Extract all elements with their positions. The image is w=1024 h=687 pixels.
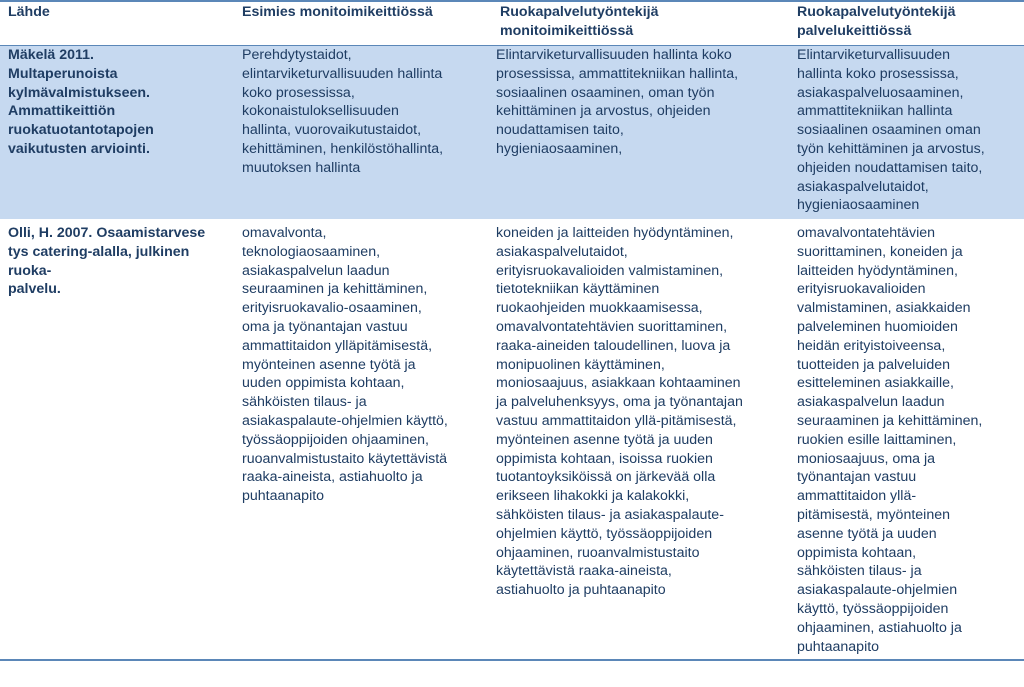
cell-text-line: erityisruokavalioiden valmistaminen, — [496, 262, 724, 279]
cell-text-line: ohjaaminen, ruoanvalmistustaito — [496, 544, 700, 561]
table-row — [0, 219, 1024, 661]
cell-text-line: sähköisten tilaus- ja — [797, 563, 922, 580]
cell-text-line: palveleminen huomioiden — [797, 318, 958, 335]
cell-text-line: elintarviketurvallisuuden hallinta — [242, 65, 443, 82]
cell-text-line: oppimista kohtaan, isoissa ruokien — [496, 450, 713, 467]
cell-text-line: palvelukeittiössä — [797, 22, 912, 39]
cell-text-line: suorittaminen, koneiden ja — [797, 243, 963, 260]
cell-text-line: seuraaminen ja kehittäminen, — [242, 281, 428, 298]
cell-text-line: vastuu ammattitaidon yllä-pitämisestä, — [496, 412, 737, 429]
cell-text-line: tuotantoyksiköissä on järkevää olla — [496, 469, 716, 486]
cell-text-line: erityisruokavalioiden — [797, 281, 926, 298]
cell-text-line: valmistaminen, asiakkaiden — [797, 300, 971, 317]
cell-text-line: koko prosessissa, — [242, 84, 355, 101]
cell-text-line: omavalvontatehtävien suorittaminen, — [496, 318, 728, 335]
cell-text-line: käytettävistä raaka-aineista, — [496, 563, 672, 580]
cell-text-line: ruoanvalmistustaito käytettävistä — [242, 450, 448, 467]
cell-text-line: ja palveluhenksyys, oma ja työnantajan — [496, 394, 743, 411]
cell-text-line: prosessissa, ammattitekniikan hallinta, — [496, 65, 739, 82]
cell-text-line: hygieniaosaaminen, — [496, 140, 623, 157]
cell-text-line: asiakaspalaute-ohjelmien käyttö, — [242, 412, 448, 429]
row-multipurpose-cell — [490, 46, 792, 218]
cell-text-line: myönteinen asenne työtä ja — [242, 356, 416, 373]
cell-text-line: monitoimikeittiössä — [500, 22, 634, 39]
cell-text-line: pitämisestä, myönteinen — [797, 506, 950, 523]
cell-text-line: asiakaspalveluosaaminen, — [797, 84, 964, 101]
row-service-cell — [792, 219, 1024, 659]
row-multipurpose-cell — [490, 219, 792, 659]
cell-text-line: monipuolinen käyttäminen, — [496, 356, 665, 373]
cell-text-line: ammattitaidon yllä- — [797, 488, 917, 505]
cell-text-line: oma ja työnantajan vastuu — [242, 318, 408, 335]
cell-text-line: Ruokapalvelutyöntekijä — [797, 4, 956, 20]
header-multipurpose-kitchen-worker — [490, 2, 792, 45]
cell-text-line: Olli, H. 2007. Osaamistarvese — [8, 225, 206, 241]
cell-text-line: Lähde — [8, 4, 50, 20]
cell-text-line: Perehdytystaidot, — [242, 47, 352, 63]
row-supervisor-cell — [236, 219, 490, 659]
cell-text-line: työnantajan vastuu — [797, 469, 917, 486]
cell-text-line: kokonaistuloksellisuuden — [242, 103, 399, 120]
cell-text-line: asiakaspalvelutaidot, — [797, 178, 929, 195]
cell-text-line: asiakaspalaute-ohjelmien — [797, 582, 958, 599]
cell-text-line: myönteinen asenne työtä ja uuden — [496, 431, 713, 448]
cell-text-line: ruoka- — [8, 262, 52, 279]
cell-text-line: tys catering-alalla, julkinen — [8, 243, 190, 260]
cell-text-line: ruokaohjeiden muokkaamisessa, — [496, 300, 703, 317]
cell-text-line: Ruokapalvelutyöntekijä — [500, 4, 659, 20]
cell-text-line: erikseen lihakokki ja kalakokki, — [496, 488, 690, 505]
cell-text-line: koneiden ja laitteiden hyödyntäminen, — [496, 225, 734, 241]
cell-text-line: sähköisten tilaus- ja — [242, 394, 367, 411]
table-header-row — [0, 0, 1024, 46]
cell-text-line: astiahuolto ja puhtaanapito — [496, 582, 666, 599]
cell-text-line: ohjeiden noudattamisen taito, — [797, 159, 983, 176]
table-row — [0, 46, 1024, 219]
cell-text-line: raaka-aineista, astiahuolto ja — [242, 469, 423, 486]
cell-text-line: kehittäminen ja arvostus, ohjeiden — [496, 103, 711, 120]
cell-text-line: tietotekniikan käyttäminen — [496, 281, 660, 298]
cell-text-line: kylmävalmistukseen. — [8, 84, 150, 101]
cell-text-line: oppimista kohtaan, — [797, 544, 917, 561]
cell-text-line: noudattamisen taito, — [496, 122, 624, 139]
cell-text-line: asenne työtä ja uuden — [797, 525, 937, 542]
cell-text-line: asiakaspalvelun laadun — [242, 262, 390, 279]
cell-text-line: teknologiaosaaminen, — [242, 243, 381, 260]
cell-text-line: tuotteiden ja palveluiden — [797, 356, 951, 373]
header-service-kitchen-worker — [792, 2, 1024, 45]
cell-text-line: asiakaspalvelutaidot, — [496, 243, 628, 260]
cell-text-line: ohjaaminen, astiahuolto ja — [797, 619, 962, 636]
cell-text-line: puhtaanapito — [242, 488, 325, 505]
row-supervisor-cell — [236, 46, 490, 218]
cell-text-line: omavalvonta, — [242, 225, 327, 241]
cell-text-line: sosiaalinen osaaminen, oman työn — [496, 84, 715, 101]
cell-text-line: työn kehittäminen ja arvostus, — [797, 140, 985, 157]
cell-text-line: heidän erityistoiveensa, — [797, 337, 946, 354]
cell-text-line: asiakaspalvelun laadun — [797, 394, 945, 411]
cell-text-line: Multaperunoista — [8, 65, 118, 82]
cell-text-line: muutoksen hallinta — [242, 159, 361, 176]
cell-text-line: vaikutusten arviointi. — [8, 140, 150, 157]
cell-text-line: Elintarviketurvallisuuden hallinta koko — [496, 47, 732, 63]
cell-text-line: ammattitekniikan hallinta — [797, 103, 953, 120]
cell-text-line: sähköisten tilaus- ja asiakaspalaute- — [496, 506, 724, 523]
cell-text-line: hygieniaosaaminen — [797, 197, 920, 214]
header-source — [0, 2, 236, 45]
cell-text-line: hallinta, vuorovaikutustaidot, — [242, 122, 422, 139]
header-supervisor — [236, 2, 490, 45]
cell-text-line: laitteiden hyödyntäminen, — [797, 262, 958, 279]
cell-text-line: käyttö, työssäoppijoiden — [797, 600, 949, 617]
cell-text-line: kehittäminen, henkilöstöhallinta, — [242, 140, 444, 157]
row-service-cell — [792, 46, 1024, 218]
cell-text-line: moniosaajuus, asiakkaan kohtaaminen — [496, 375, 741, 392]
cell-text-line: erityisruokavalio-osaaminen, — [242, 300, 422, 317]
cell-text-line: moniosaajuus, oma ja — [797, 450, 936, 467]
cell-text-line: työssäoppijoiden ohjaaminen, — [242, 431, 429, 448]
cell-text-line: raaka-aineiden taloudellinen, luova ja — [496, 337, 731, 354]
cell-text-line: puhtaanapito — [797, 638, 880, 655]
cell-text-line: Mäkelä 2011. — [8, 47, 94, 63]
cell-text-line: esitteleminen asiakkaille, — [797, 375, 954, 392]
cell-text-line: ammattitaidon ylläpitämisestä, — [242, 337, 433, 354]
cell-text-line: uuden oppimista kohtaan, — [242, 375, 405, 392]
cell-text-line: ohjelmien käyttö, työssäoppijoiden — [496, 525, 713, 542]
row-source-cell — [0, 219, 236, 659]
cell-text-line: sosiaalinen osaaminen oman — [797, 122, 981, 139]
cell-text-line: Esimies monitoimikeittiössä — [242, 4, 433, 20]
cell-text-line: ruokatuotantotapojen — [8, 122, 154, 139]
row-source-cell — [0, 46, 236, 218]
cell-text-line: ruokien esille laittaminen, — [797, 431, 957, 448]
cell-text-line: hallinta koko prosessissa, — [797, 65, 959, 82]
cell-text-line: Elintarviketurvallisuuden — [797, 47, 950, 63]
cell-text-line: Ammattikeittiön — [8, 103, 116, 120]
cell-text-line: omavalvontatehtävien — [797, 225, 936, 241]
cell-text-line: seuraaminen ja kehittäminen, — [797, 412, 983, 429]
cell-text-line: palvelu. — [8, 281, 61, 298]
